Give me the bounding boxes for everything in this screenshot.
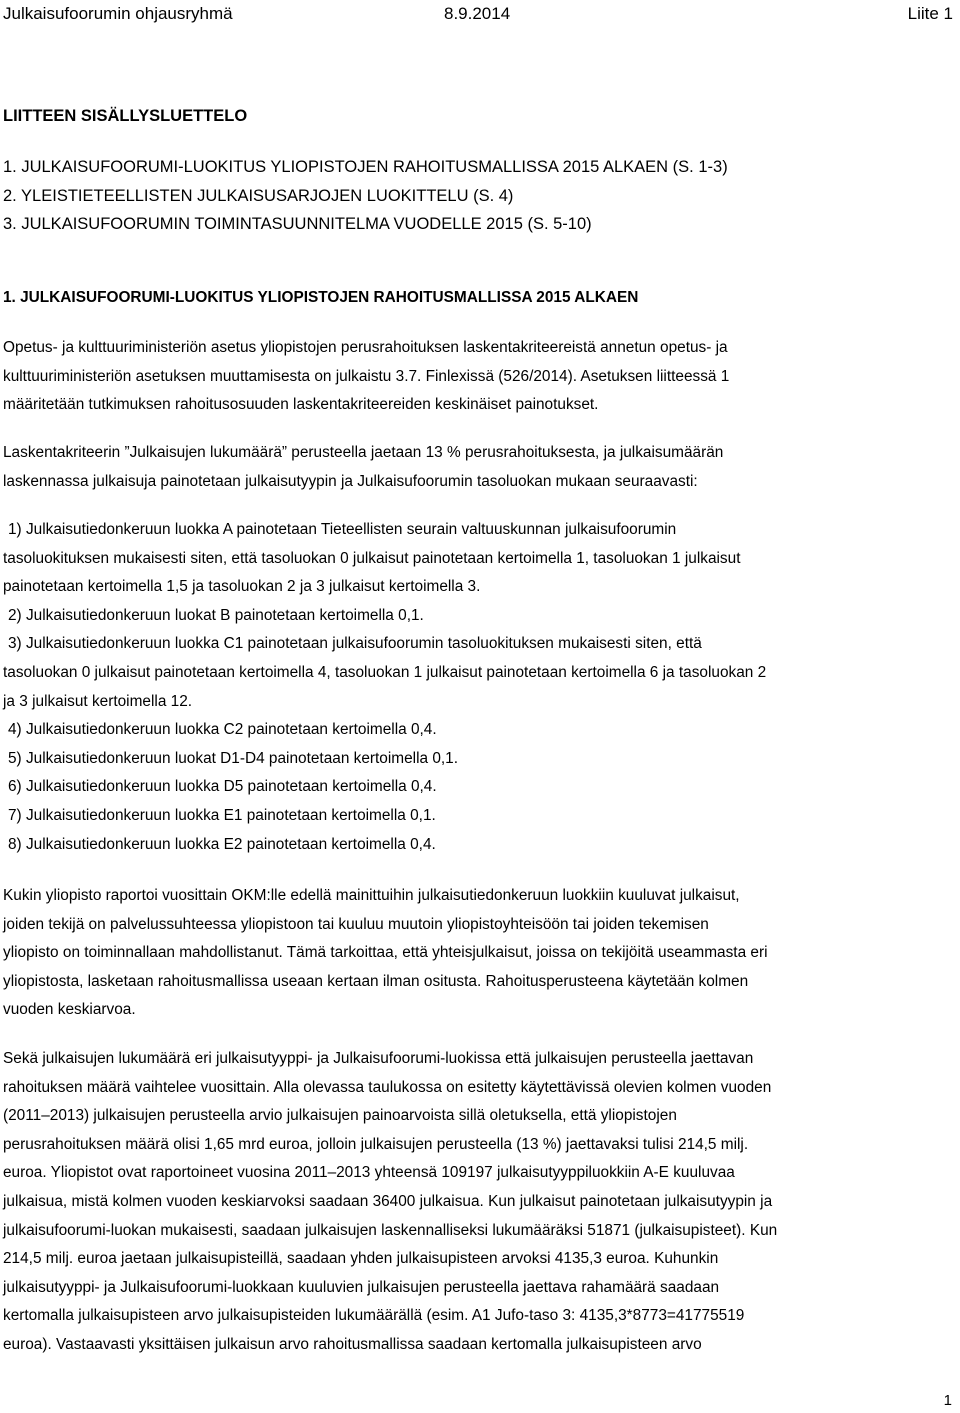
toc-title: LIITTEEN SISÄLLYSLUETTELO bbox=[3, 107, 248, 125]
list-item bbox=[3, 716, 953, 745]
list-item-text: 3) Julkaisutiedonkeruun luokka C1 painotetaan julkaisufoorumin tasoluokituksen mukaisesti siten, että bbox=[8, 635, 702, 653]
section-heading: 1. JULKAISUFOORUMI-LUOKITUS YLIOPISTOJEN RAHOITUSMALLISSA 2015 ALKAEN bbox=[3, 289, 639, 306]
text-line: Opetus- ja kulttuuriministeriön asetus yliopistojen perusrahoituksen laskentakriteereistä annetun opetus- ja bbox=[3, 339, 728, 356]
text-line: määritetään tutkimuksen rahoitusosuuden laskentakriteereiden keskinäiset painotukset. bbox=[3, 396, 599, 414]
list-item-text: 6) Julkaisutiedonkeruun luokka D5 painotetaan kertoimella 0,4. bbox=[8, 778, 437, 796]
list-item bbox=[3, 831, 953, 860]
table-of-contents bbox=[3, 153, 943, 239]
text-line: yliopistosta, lasketaan rahoitusmallissa useaan kertaan ilman ositusta. Rahoitusperusteena käytetään kolmen bbox=[3, 972, 749, 990]
list-item-continuation: ja 3 julkaisut kertoimella 12. bbox=[3, 692, 193, 710]
toc-item: 1. JULKAISUFOORUMI-LUOKITUS YLIOPISTOJEN RAHOITUSMALLISSA 2015 ALKAEN (S. 1-3) bbox=[3, 158, 728, 176]
calculation-paragraph bbox=[3, 1045, 953, 1360]
text-line: (2011–2013) julkaisujen perusteella arvio julkaisujen painoarvoista sillä oletuksella, että yliopistojen bbox=[3, 1107, 677, 1125]
list-item bbox=[3, 745, 953, 774]
text-line: euroa. Yliopistot ovat raportoineet vuosina 2011–2013 yhteensä 109197 julkaisutyyppiluokkiin A-E kuuluvaa bbox=[3, 1164, 735, 1182]
text-line: yliopisto on toiminnallaan mahdollistanut. Tämä tarkoittaa, että yhteisjulkaisut, joissa on tekijöitä useammasta eri bbox=[3, 944, 768, 962]
text-line: julkaisutyyppi- ja Julkaisufoorumi-luokkaan kuuluvien julkaisujen perusteella jaettava rahamäärä saadaan bbox=[3, 1278, 720, 1296]
text-line: 214,5 milj. euroa jaetaan julkaisupisteillä, saadaan yhden julkaisupisteen arvoksi 4135,3 euroa. Kuhunkin bbox=[3, 1250, 719, 1268]
list-item-continuation: tasoluokan 0 julkaisut painotetaan kertoimella 4, tasoluokan 1 julkaisut painotetaan kertoimella 6 ja tasoluokan 2 bbox=[3, 663, 767, 681]
list-item bbox=[3, 516, 953, 602]
list-item bbox=[3, 773, 953, 802]
list-item-text: 8) Julkaisutiedonkeruun luokka E2 painotetaan kertoimella 0,4. bbox=[8, 835, 436, 853]
list-item-text: 1) Julkaisutiedonkeruun luokka A painotetaan Tieteellisten seurain valtuuskunnan julkaisufoorumin bbox=[8, 521, 677, 538]
weighting-list bbox=[3, 516, 953, 859]
header-attachment-label: Liite 1 bbox=[907, 4, 953, 23]
list-item-text: 4) Julkaisutiedonkeruun luokka C2 painotetaan kertoimella 0,4. bbox=[8, 721, 437, 739]
text-line: euroa). Vastaavasti yksittäisen julkaisun arvo rahoitusmallissa saadaan kertomalla julkaisupisteen arvo bbox=[3, 1335, 702, 1353]
intro-paragraph bbox=[3, 334, 953, 420]
text-line: laskennassa julkaisuja painotetaan julkaisutyypin ja Julkaisufoorumin tasoluokan mukaan seuraavasti: bbox=[3, 472, 698, 490]
text-line: kertomalla julkaisupisteen arvo julkaisupisteiden lukumäärällä (esim. A1 Jufo-taso 3: 4135,3*8773=41775519 bbox=[3, 1307, 745, 1325]
text-line: Kukin yliopisto raportoi vuosittain OKM:lle edellä mainittuihin julkaisutiedonkeruun luokkiin kuuluvat julkaisut, bbox=[3, 887, 740, 904]
header-organization: Julkaisufoorumin ohjausryhmä bbox=[3, 4, 233, 23]
list-item bbox=[3, 630, 953, 716]
toc-item: 3. JULKAISUFOORUMIN TOIMINTASUUNNITELMA VUODELLE 2015 (S. 5-10) bbox=[3, 215, 592, 233]
text-line: Sekä julkaisujen lukumäärä eri julkaisutyyppi- ja Julkaisufoorumi-luokissa että julkaisujen perusteella jaettavan bbox=[3, 1050, 754, 1067]
criteria-paragraph bbox=[3, 439, 953, 496]
list-item-continuation: painotetaan kertoimella 1,5 ja tasoluokan 2 ja 3 julkaisut kertoimella 3. bbox=[3, 578, 481, 596]
toc-item: 2. YLEISTIETEELLISTEN JULKAISUSARJOJEN LUOKITTELU (S. 4) bbox=[3, 186, 514, 205]
header-date: 8.9.2014 bbox=[444, 4, 511, 23]
text-line: julkaisua, mistä kolmen vuoden keskiarvoksi saadaan 36400 julkaisua. Kun julkaisut painotetaan julkaisutyypin ja bbox=[3, 1192, 773, 1210]
text-line: joiden tekijä on palvelussuhteessa yliopistoon tai kuuluu muutoin yliopistoyhteisöön tai joiden tekemisen bbox=[3, 915, 709, 933]
list-item-text: 5) Julkaisutiedonkeruun luokat D1-D4 painotetaan kertoimella 0,1. bbox=[8, 749, 459, 767]
list-item bbox=[3, 602, 953, 631]
list-item-text: 2) Julkaisutiedonkeruun luokat B painotetaan kertoimella 0,1. bbox=[8, 606, 424, 624]
list-item-continuation: tasoluokituksen mukaisesti siten, että tasoluokan 0 julkaisut painotetaan kertoimella 1, tasoluokan 1 julkaisut bbox=[3, 549, 741, 567]
text-line: kulttuuriministeriön asetuksen muuttamisesta on julkaistu 3.7. Finlexissä (526/2014). Asetuksen liitteessä 1 bbox=[3, 367, 730, 385]
text-line: perusrahoituksen määrä olisi 1,65 mrd euroa, jolloin julkaisujen perusteella (13 %) jaettavaksi tulisi 214,5 milj. bbox=[3, 1135, 749, 1153]
list-item bbox=[3, 802, 953, 831]
text-line: rahoituksen määrä vaihtelee vuosittain. Alla olevassa taulukossa on esitetty käytettävissä olevien kolmen vuoden bbox=[3, 1078, 772, 1096]
text-line: Laskentakriteerin ”Julkaisujen lukumäärä” perusteella jaetaan 13 % perusrahoituksesta, ja julkaisumäärän bbox=[3, 444, 724, 461]
text-line: vuoden keskiarvoa. bbox=[3, 1001, 136, 1019]
text-line: julkaisufoorumi-luokan mukaisesti, saadaan julkaisujen laskennalliseksi lukumääräksi 51871 (julkaisupisteet). Kun bbox=[3, 1221, 778, 1239]
page-header bbox=[3, 4, 953, 28]
reporting-paragraph bbox=[3, 882, 953, 1025]
page-number: 1 bbox=[943, 1392, 952, 1409]
list-item-text: 7) Julkaisutiedonkeruun luokka E1 painotetaan kertoimella 0,1. bbox=[8, 806, 436, 824]
